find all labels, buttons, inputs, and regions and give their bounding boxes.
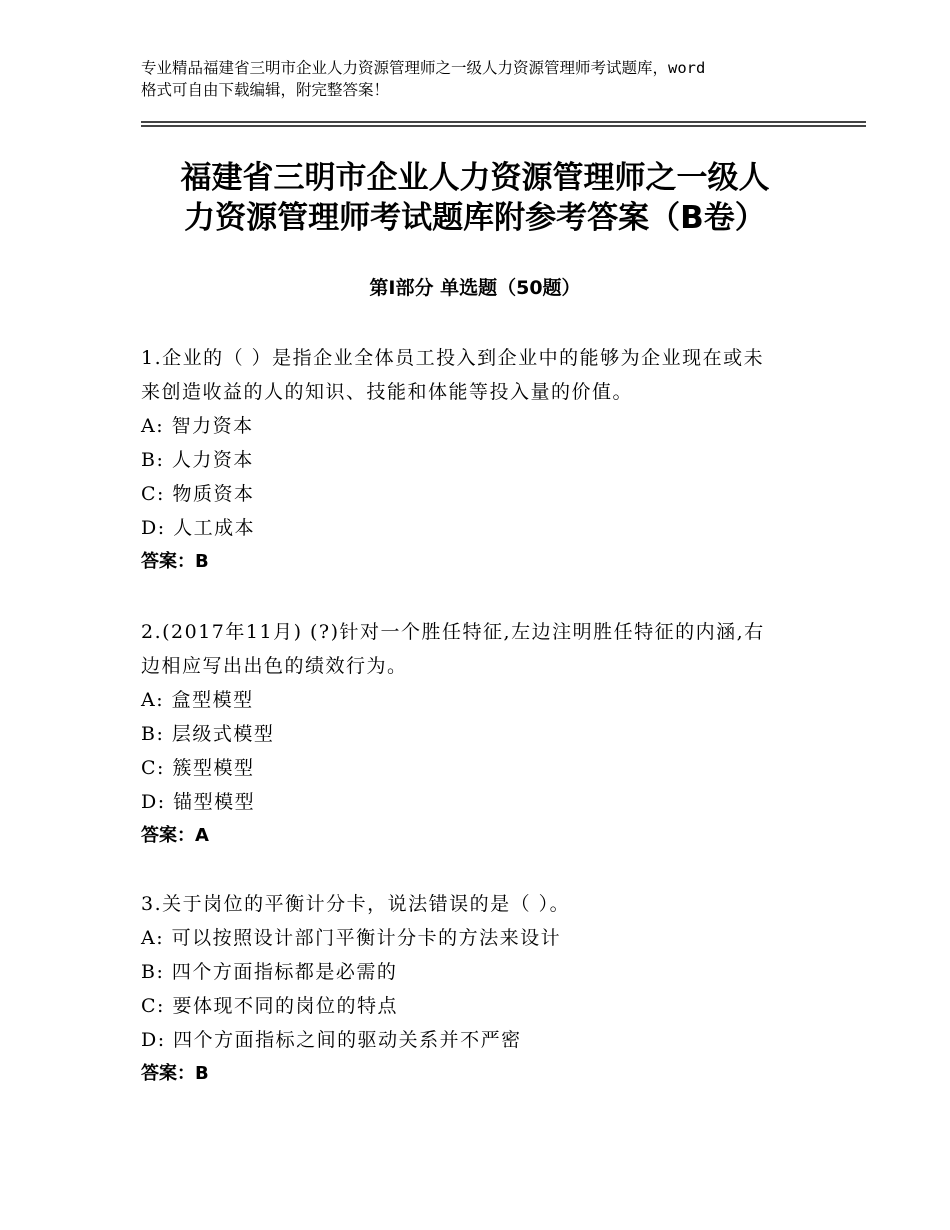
question-stem-line: 1.企业的（ ）是指企业全体员工投入到企业中的能够为企业现在或未 bbox=[141, 347, 765, 369]
header-note-line: 专业精品福建省三明市企业人力资源管理师之一级人力资源管理师考试题库，word bbox=[141, 59, 706, 77]
option-c: C: 要体现不同的岗位的特点 bbox=[141, 995, 398, 1017]
option-d: D: 四个方面指标之间的驱动关系并不严密 bbox=[141, 1029, 522, 1051]
section-heading: 第Ⅰ部分 单选题（50题） bbox=[369, 277, 581, 299]
option-b: B: 四个方面指标都是必需的 bbox=[141, 961, 398, 983]
answer: 答案：B bbox=[141, 1063, 209, 1084]
option-a: A: 智力资本 bbox=[141, 415, 254, 437]
header-divider bbox=[141, 121, 866, 123]
question-2 bbox=[141, 615, 831, 853]
answer: 答案：B bbox=[141, 551, 209, 572]
header-note bbox=[141, 57, 821, 101]
header-divider bbox=[141, 125, 866, 127]
title-line: 福建省三明市企业人力资源管理师之一级人 bbox=[180, 160, 770, 196]
title-line: 力资源管理师考试题库附参考答案（B卷） bbox=[184, 200, 766, 236]
option-c: C: 簇型模型 bbox=[141, 757, 255, 779]
option-d: D: 锚型模型 bbox=[141, 791, 256, 813]
option-a: A: 盒型模型 bbox=[141, 689, 254, 711]
question-stem-line: 来创造收益的人的知识、技能和体能等投入量的价值。 bbox=[141, 381, 634, 403]
question-1 bbox=[141, 341, 831, 579]
header-note-line: 格式可自由下载编辑，附完整答案！ bbox=[141, 81, 390, 99]
option-b: B: 人力资本 bbox=[141, 449, 254, 471]
question-stem-line: 边相应写出出色的绩效行为。 bbox=[141, 655, 408, 677]
option-b: B: 层级式模型 bbox=[141, 723, 275, 745]
question-stem-line: 3.关于岗位的平衡计分卡，说法错误的是（ ）。 bbox=[141, 893, 571, 915]
document-title bbox=[0, 158, 950, 238]
question-3 bbox=[141, 887, 831, 1091]
answer: 答案：A bbox=[141, 825, 209, 846]
option-c: C: 物质资本 bbox=[141, 483, 255, 505]
question-stem-line: 2.(2017年11月) (?)针对一个胜任特征,左边注明胜任特征的内涵,右 bbox=[141, 621, 765, 643]
option-d: D: 人工成本 bbox=[141, 517, 256, 539]
option-a: A: 可以按照设计部门平衡计分卡的方法来设计 bbox=[141, 927, 562, 949]
